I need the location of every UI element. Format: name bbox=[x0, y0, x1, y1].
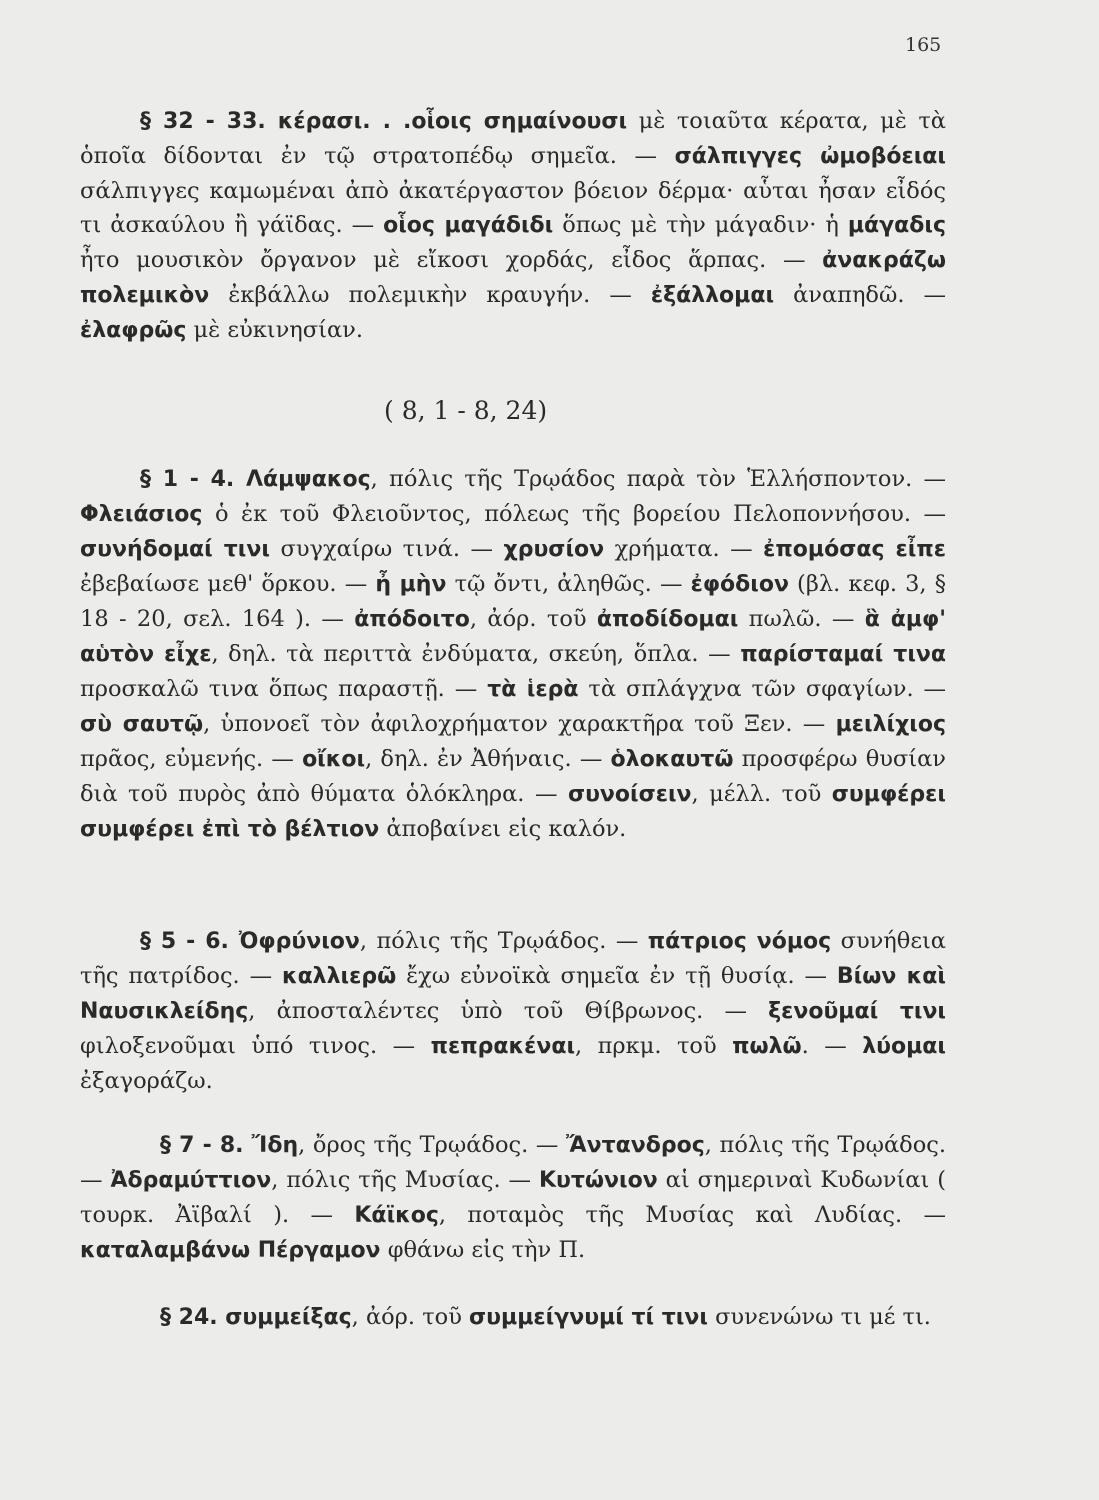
gloss-text: , ὄρος τῆς Τρῳάδος. — bbox=[298, 1132, 567, 1158]
gloss-text: . — bbox=[801, 1033, 863, 1059]
headword: μάγαδις bbox=[847, 213, 946, 238]
gloss-text: τὰ σπλάγχνα τῶν σφαγίων. — bbox=[578, 676, 947, 702]
gloss-text: , πόλις τῆς Τρῳάδος παρὰ τὸν Ἑλλήσποντον. — bbox=[370, 466, 947, 492]
headword: ἐφόδιον bbox=[690, 572, 789, 597]
headword: πωλῶ bbox=[732, 1034, 802, 1059]
headword: ἐλαφρῶς bbox=[80, 318, 187, 343]
gloss-text: , ἀποσταλέντες ὑπὸ τοῦ Θίβρωνος. — bbox=[248, 998, 769, 1024]
gloss-text: σάλπιγγες καμωμέναι ἀπὸ ἀκατέργαστον βόειον δέρμα· αὗται ἦσαν εἶδός τι ἀσκαύλου ἢ γάϊδας. — bbox=[80, 178, 946, 238]
gloss-text: χρήματα. — bbox=[604, 536, 764, 562]
headword: ἃ ἀμφ' αὑτὸν εἶχε bbox=[80, 607, 946, 667]
headword: σάλπιγγες ὠμοβόειαι bbox=[674, 144, 946, 169]
headword: ἐξάλλομαι bbox=[650, 283, 775, 308]
gloss-text: , ἀόρ. τοῦ bbox=[469, 606, 597, 632]
headword: Ἀδραμύττιον bbox=[110, 1168, 272, 1193]
gloss-text: , ποταμὸς τῆς Μυσίας καὶ Λυδίας. — bbox=[438, 1202, 946, 1228]
headword: ὁλοκαυτῶ bbox=[610, 747, 734, 772]
paragraph-1-4 bbox=[80, 462, 946, 847]
gloss-text: φιλοξενοῦμαι ὑπό τινος. — bbox=[80, 1033, 431, 1059]
headword: Βίων καὶ Ναυσικλείδης bbox=[80, 964, 946, 1024]
gloss-text: , πρκμ. τοῦ bbox=[575, 1033, 733, 1059]
gloss-text: ὁ ἐκ τοῦ Φλειοῦντος, πόλεως τῆς βορείου Πελοποννήσου. — bbox=[202, 501, 946, 527]
headword: συμφέρει ἐπὶ τὸ βέλτιον bbox=[80, 817, 380, 842]
headword: ἀποδίδομαι bbox=[596, 607, 739, 632]
gloss-text: ἀποβαίνει εἰς καλόν. bbox=[379, 816, 627, 842]
gloss-text: μὲ εὐκινησίαν. bbox=[186, 317, 363, 343]
headword: § 7 - 8. Ἴδη bbox=[160, 1133, 299, 1158]
gloss-text: συνήθεια τῆς πατρίδος. — bbox=[80, 928, 946, 989]
gloss-text: , δηλ. τὰ περιττὰ ἐνδύματα, σκεύη, ὅπλα. — bbox=[211, 641, 741, 667]
headword: Κυτώνιον bbox=[538, 1168, 658, 1193]
gloss-text: , μέλλ. τοῦ bbox=[691, 781, 832, 807]
headword: οἷος μαγάδιδι bbox=[383, 213, 554, 238]
gloss-text: , πόλις τῆς Μυσίας. — bbox=[271, 1167, 539, 1193]
gloss-text: ἔχω εὐνοϊκὰ σημεῖα ἐν τῇ θυσίᾳ. — bbox=[396, 963, 837, 989]
headword: λύομαι bbox=[862, 1034, 946, 1059]
headword: παρίσταμαί τινα bbox=[740, 642, 947, 667]
gloss-text: , πόλις τῆς Τρῳάδος. — bbox=[80, 1132, 946, 1193]
headword: ἀνακράζω πολεμικὸν bbox=[80, 248, 946, 308]
headword: συμφέρει bbox=[831, 782, 946, 807]
headword: ξενοῦμαί τινι bbox=[768, 999, 947, 1024]
gloss-text: προσκαλῶ τινα ὅπως παραστῇ. — bbox=[80, 676, 488, 702]
gloss-text: ἐκβάλλω πολεμικὴν κραυγήν. — bbox=[209, 282, 651, 308]
headword: χρυσίον bbox=[503, 537, 605, 562]
section-reference: ( 8, 1 - 8, 24) bbox=[384, 396, 548, 425]
headword: συνήδομαί τινι bbox=[80, 537, 270, 562]
headword: Φλειάσιος bbox=[80, 502, 203, 527]
gloss-text: ἐβεβαίωσε μεθ' ὅρκου. — bbox=[80, 571, 376, 597]
gloss-text: ἦτο μουσικὸν ὄργανον μὲ εἴκοσι χορδάς, εἶδος ἅρπας. — bbox=[80, 247, 823, 273]
gloss-text: ἐξαγοράζω. bbox=[80, 1068, 213, 1094]
headword: πάτριος νόμος bbox=[647, 929, 832, 954]
gloss-text: τῷ ὄντι, ἀληθῶς. — bbox=[446, 571, 691, 597]
headword: § 24. συμμείξας bbox=[160, 1305, 352, 1330]
headword: Ἄντανδρος bbox=[566, 1133, 705, 1158]
gloss-text: ὅπως μὲ τὴν μάγαδιν· ἡ bbox=[553, 212, 848, 238]
headword: καταλαμβάνω Πέργαμον bbox=[80, 1238, 381, 1263]
headword: § 5 - 6. Ὀφρύνιον bbox=[140, 929, 360, 954]
headword: ἦ μὴν bbox=[375, 572, 447, 597]
headword: πεπρακέναι bbox=[430, 1034, 576, 1059]
paragraph-7-8 bbox=[80, 1128, 946, 1268]
headword: § 32 - 33. κέρασι. . .οἷοις σημαίνουσι bbox=[140, 109, 628, 134]
gloss-text: (βλ. κεφ. 3, § 18 - 20, σελ. 164 ). — bbox=[80, 571, 946, 632]
headword: ἐπομόσας εἶπε bbox=[763, 537, 946, 562]
gloss-text: πωλῶ. — bbox=[738, 606, 865, 632]
gloss-text: , ὑπονοεῖ τὸν ἀφιλοχρήματον χαρακτῆρα τοῦ Ξεν. — bbox=[203, 711, 836, 737]
headword: συνοίσειν bbox=[567, 782, 692, 807]
gloss-text: προσφέρω θυσίαν διὰ τοῦ πυρὸς ἀπὸ θύματα ὁλόκληρα. — bbox=[80, 746, 946, 807]
headword: ἀπόδοιτο bbox=[354, 607, 470, 632]
gloss-text: συνενώνω τι μέ τι. bbox=[707, 1304, 931, 1330]
paragraph-5-6 bbox=[80, 924, 946, 1098]
gloss-text: , πόλις τῆς Τρῳάδος. — bbox=[359, 928, 648, 954]
paragraph-24 bbox=[80, 1300, 946, 1335]
headword: οἴκοι bbox=[302, 747, 366, 772]
headword: καλλιερῶ bbox=[281, 964, 397, 989]
gloss-text: ἀναπηδῶ. — bbox=[774, 282, 946, 308]
gloss-text: φθάνω εἰς τὴν Π. bbox=[380, 1237, 586, 1263]
gloss-text: αἱ σημεριναὶ Κυδωνίαι ( τουρκ. Ἀϊβαλί ). — bbox=[80, 1167, 946, 1228]
headword: μειλίχιος bbox=[835, 712, 946, 737]
gloss-text: μὲ τοιαῦτα κέρατα, μὲ τὰ ὁποῖα δίδονται ἐν τῷ στρατοπέδῳ σημεῖα. — bbox=[80, 108, 946, 169]
headword: § 1 - 4. Λάμψακος bbox=[140, 467, 371, 492]
headword: Κάϊκος bbox=[354, 1203, 439, 1228]
headword: συμμείγνυμί τί τινι bbox=[469, 1305, 708, 1330]
headword: τὰ ἱερὰ bbox=[487, 677, 579, 702]
paragraph-32-33 bbox=[80, 104, 946, 348]
gloss-text: πρᾶος, εὐμενής. — bbox=[80, 746, 303, 772]
page-number: 165 bbox=[905, 34, 942, 56]
gloss-text: συγχαίρω τινά. — bbox=[269, 536, 504, 562]
headword: σὺ σαυτῷ bbox=[80, 712, 204, 737]
gloss-text: , ἀόρ. τοῦ bbox=[351, 1304, 470, 1330]
gloss-text: , δηλ. ἐν Ἀθήναις. — bbox=[365, 746, 611, 772]
